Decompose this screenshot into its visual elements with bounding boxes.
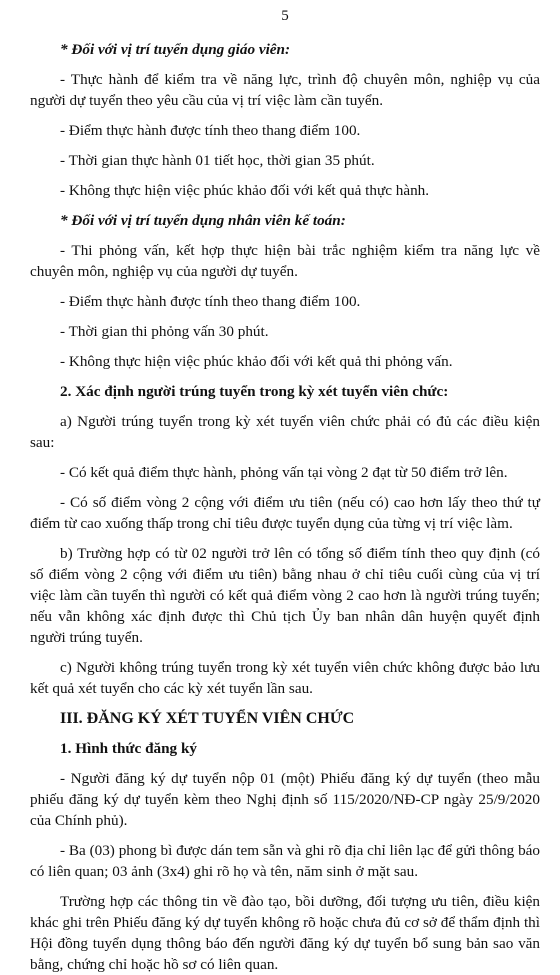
paragraph: Trường hợp các thông tin về đào tạo, bồi dưỡng, đối tượng ưu tiên, điều kiện khác ghi trên Phiếu đăng ký dự tuyển không rõ hoặc chưa đủ cơ sở để thẩm định thì Hội đồng tuyển dụng thông báo đến người đăng ký dự tuyển bổ sung bản sao văn bằng, chứng chỉ hoặc hồ sơ có liên quan.: [30, 893, 540, 973]
paragraph: c) Người không trúng tuyển trong kỳ xét tuyển viên chức không được bảo lưu kết quả xét tuyển cho các kỳ xét tuyển lần sau.: [30, 659, 540, 697]
paragraph: a) Người trúng tuyển trong kỳ xét tuyển viên chức phải có đủ các điều kiện sau:: [30, 413, 540, 451]
document-body: [30, 39, 540, 975]
paragraph: b) Trường hợp có từ 02 người trở lên có tổng số điểm tính theo quy định (có số điểm vòng 2 cộng với điểm ưu tiên) bằng nhau ở chỉ tiêu cuối cùng của vị trí việc làm cần tuyển thì người có kết quả điểm vòng 2 cao hơn là người trúng tuyển; nếu vẫn không xác định được thì Chủ tịch Ủy ban nhân dân huyện quyết định người trúng tuyển.: [30, 545, 540, 646]
paragraph: - Thực hành để kiểm tra về năng lực, trình độ chuyên môn, nghiệp vụ của người dự tuyển theo yêu cầu của vị trí việc làm cần tuyển.: [30, 71, 540, 109]
section-heading: * Đối với vị trí tuyển dụng giáo viên:: [60, 41, 291, 58]
paragraph: - Điểm thực hành được tính theo thang điểm 100.: [60, 122, 361, 139]
section-heading: 1. Hình thức đăng ký: [60, 740, 197, 757]
paragraph: - Thi phỏng vấn, kết hợp thực hiện bài trắc nghiệm kiểm tra năng lực về chuyên môn, nghiệp vụ của người dự tuyển.: [30, 242, 540, 280]
paragraph: - Thời gian thực hành 01 tiết học, thời gian 35 phút.: [60, 152, 375, 169]
section-heading: III. ĐĂNG KÝ XÉT TUYỂN VIÊN CHỨC: [60, 710, 355, 727]
paragraph: - Người đăng ký dự tuyển nộp 01 (một) Phiếu đăng ký dự tuyển (theo mẫu phiếu đăng ký dự tuyển kèm theo Nghị định số 115/2020/NĐ-CP ngày 25/9/2020 của Chính phủ).: [30, 770, 540, 829]
paragraph: - Có kết quả điểm thực hành, phỏng vấn tại vòng 2 đạt từ 50 điểm trở lên.: [60, 464, 508, 481]
paragraph: - Điểm thực hành được tính theo thang điểm 100.: [60, 293, 361, 310]
paragraph: - Ba (03) phong bì được dán tem sẵn và ghi rõ địa chỉ liên lạc để gửi thông báo có liên quan; 03 ảnh (3x4) ghi rõ họ và tên, năm sinh ở mặt sau.: [30, 842, 540, 880]
paragraph: - Không thực hiện việc phúc khảo đối với kết quả thi phỏng vấn.: [60, 353, 453, 370]
paragraph: - Thời gian thi phỏng vấn 30 phút.: [60, 323, 269, 340]
paragraph: - Không thực hiện việc phúc khảo đối với kết quả thực hành.: [60, 182, 430, 199]
paragraph: - Có số điểm vòng 2 cộng với điểm ưu tiên (nếu có) cao hơn lấy theo thứ tự điểm từ cao xuống thấp trong chỉ tiêu được tuyển dụng của từng vị trí việc làm.: [30, 494, 540, 532]
page-number: 5: [281, 8, 289, 24]
section-heading: 2. Xác định người trúng tuyển trong kỳ xét tuyển viên chức:: [60, 383, 449, 400]
section-heading: * Đối với vị trí tuyển dụng nhân viên kế toán:: [60, 212, 346, 229]
